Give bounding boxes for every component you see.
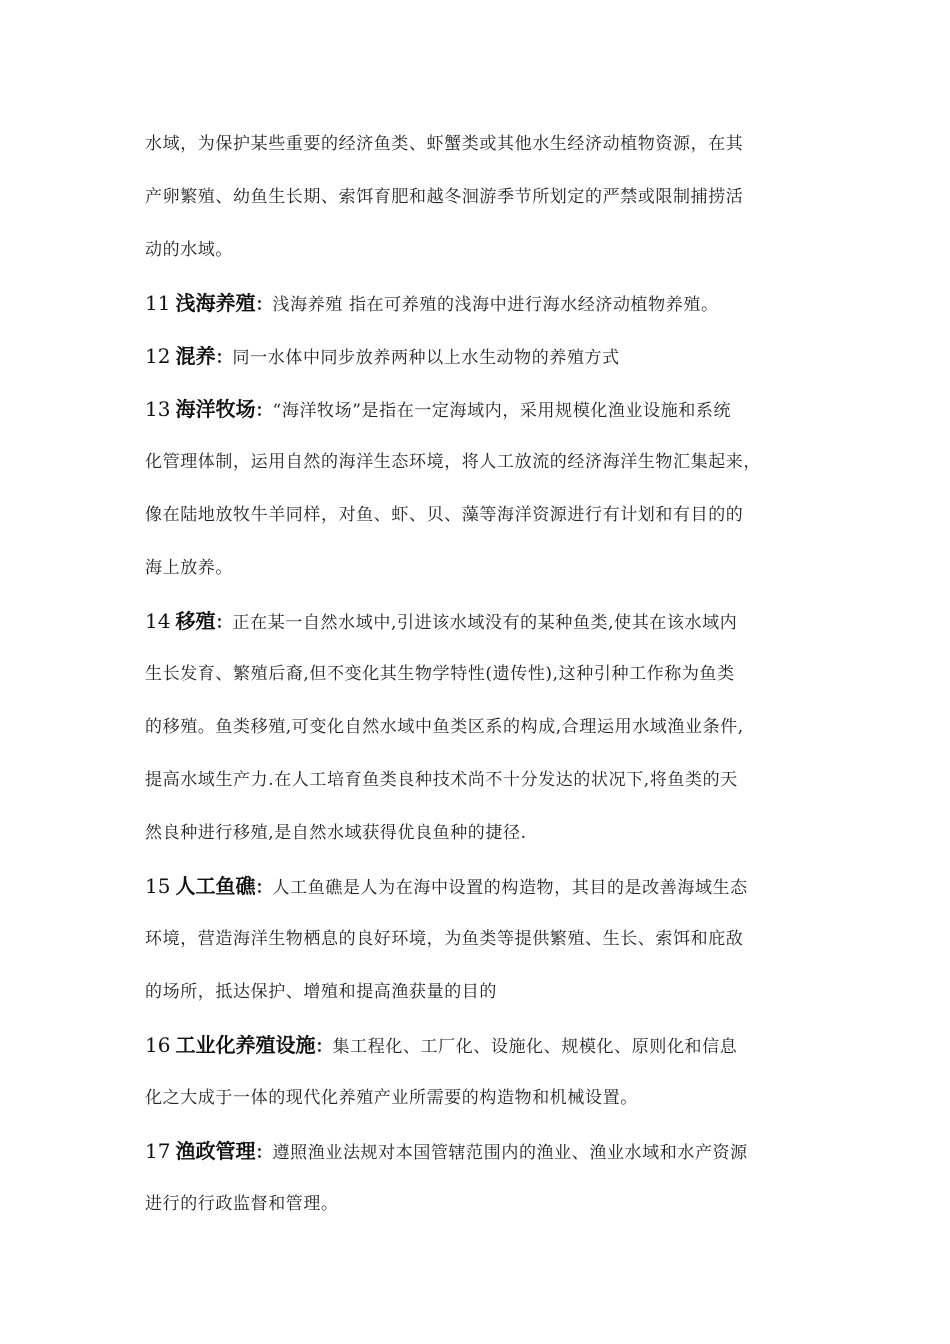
paragraph-line: 提高水域生产力.在人工培育鱼类良种技术尚不十分发达的状况下,将鱼类的天 <box>145 770 738 790</box>
paragraph-line: 化管理体制，运用自然的海洋生态环境，将人工放流的经济海洋生物汇集起来， <box>145 452 761 472</box>
entry-colon: ： <box>315 1037 333 1057</box>
entry-description: 同一水体中同步放养两种以上水生动物的养殖方式 <box>232 348 620 368</box>
entry-15 <box>145 860 815 1019</box>
entry-heading-line <box>145 595 815 648</box>
entry-heading-line <box>145 860 815 913</box>
entry-term: 工业化养殖设施 <box>175 1033 316 1057</box>
entry-description: 集工程化、工厂化、设施化、规模化、原则化和信息 <box>332 1037 738 1057</box>
continuation-paragraph <box>145 118 815 277</box>
entry-17 <box>145 1125 815 1231</box>
paragraph-line: 的场所，抵达保护、增殖和提高渔获量的目的 <box>145 982 497 1002</box>
entry-heading-line <box>145 1019 815 1072</box>
entry-13 <box>145 383 815 595</box>
paragraph-line: 的移殖。鱼类移殖,可变化自然水域中鱼类区系的构成,合理运用水域渔业条件, <box>145 717 744 737</box>
entry-14 <box>145 595 815 860</box>
entry-description: 浅海养殖 指在可养殖的浅海中进行海水经济动植物养殖。 <box>272 295 719 315</box>
entry-11 <box>145 277 815 330</box>
entry-heading-line <box>145 383 815 436</box>
entry-description: 遵照渔业法规对本国管辖范围内的渔业、渔业水域和水产资源 <box>272 1143 748 1163</box>
entry-term: 移殖 <box>175 609 216 633</box>
entry-heading-line <box>145 1125 815 1178</box>
paragraph-line: 环境，营造海洋生物栖息的良好环境，为鱼类等提供繁殖、生长、索饵和庇敌 <box>145 929 744 949</box>
entry-colon: ： <box>255 295 273 315</box>
entry-number: 16 <box>145 1033 171 1057</box>
paragraph-line: 动的水域。 <box>145 240 233 260</box>
entry-colon: ： <box>255 1143 273 1163</box>
entry-heading-line <box>145 277 815 330</box>
entry-description: “海洋牧场”是指在一定海域内，采用规模化渔业设施和系统 <box>272 401 732 421</box>
paragraph-line: 生长发育、繁殖后裔,但不变化其生物学特性(遗传性),这种引种工作称为鱼类 <box>145 664 735 684</box>
entry-term: 人工鱼礁 <box>175 874 256 898</box>
entry-12 <box>145 330 815 383</box>
entry-colon: ： <box>215 348 233 368</box>
paragraph-line: 产卵繁殖、幼鱼生长期、索饵育肥和越冬洄游季节所划定的严禁或限制捕捞活 <box>145 187 744 207</box>
paragraph-line: 进行的行政监督和管理。 <box>145 1194 339 1214</box>
entry-number: 12 <box>145 344 171 368</box>
entry-term: 海洋牧场 <box>175 397 256 421</box>
entry-term: 渔政管理 <box>175 1139 256 1163</box>
entry-16 <box>145 1019 815 1125</box>
entry-colon: ： <box>255 401 273 421</box>
entry-description: 正在某一自然水域中,引进该水域没有的某种鱼类,使其在该水域内 <box>232 613 738 633</box>
document-page <box>145 118 815 1231</box>
entry-colon: ： <box>255 878 273 898</box>
entry-number: 17 <box>145 1139 171 1163</box>
paragraph-line: 然良种进行移殖,是自然水域获得优良鱼种的捷径. <box>145 823 527 843</box>
entry-term: 浅海养殖 <box>175 291 256 315</box>
entry-number: 14 <box>145 609 171 633</box>
paragraph-line: 化之大成于一体的现代化养殖产业所需要的构造物和机械设置。 <box>145 1088 638 1108</box>
entry-number: 11 <box>145 291 171 315</box>
entry-description: 人工鱼礁是人为在海中设置的构造物，其目的是改善海域生态 <box>272 878 748 898</box>
entry-term: 混养 <box>175 344 216 368</box>
entry-number: 15 <box>145 874 171 898</box>
paragraph-line: 海上放养。 <box>145 558 233 578</box>
entry-colon: ： <box>215 613 233 633</box>
entry-number: 13 <box>145 397 171 421</box>
entry-heading-line <box>145 330 815 383</box>
paragraph-line: 水域，为保护某些重要的经济鱼类、虾蟹类或其他水生经济动植物资源，在其 <box>145 134 744 154</box>
paragraph-line: 像在陆地放牧牛羊同样，对鱼、虾、贝、藻等海洋资源进行有计划和有目的的 <box>145 505 744 525</box>
